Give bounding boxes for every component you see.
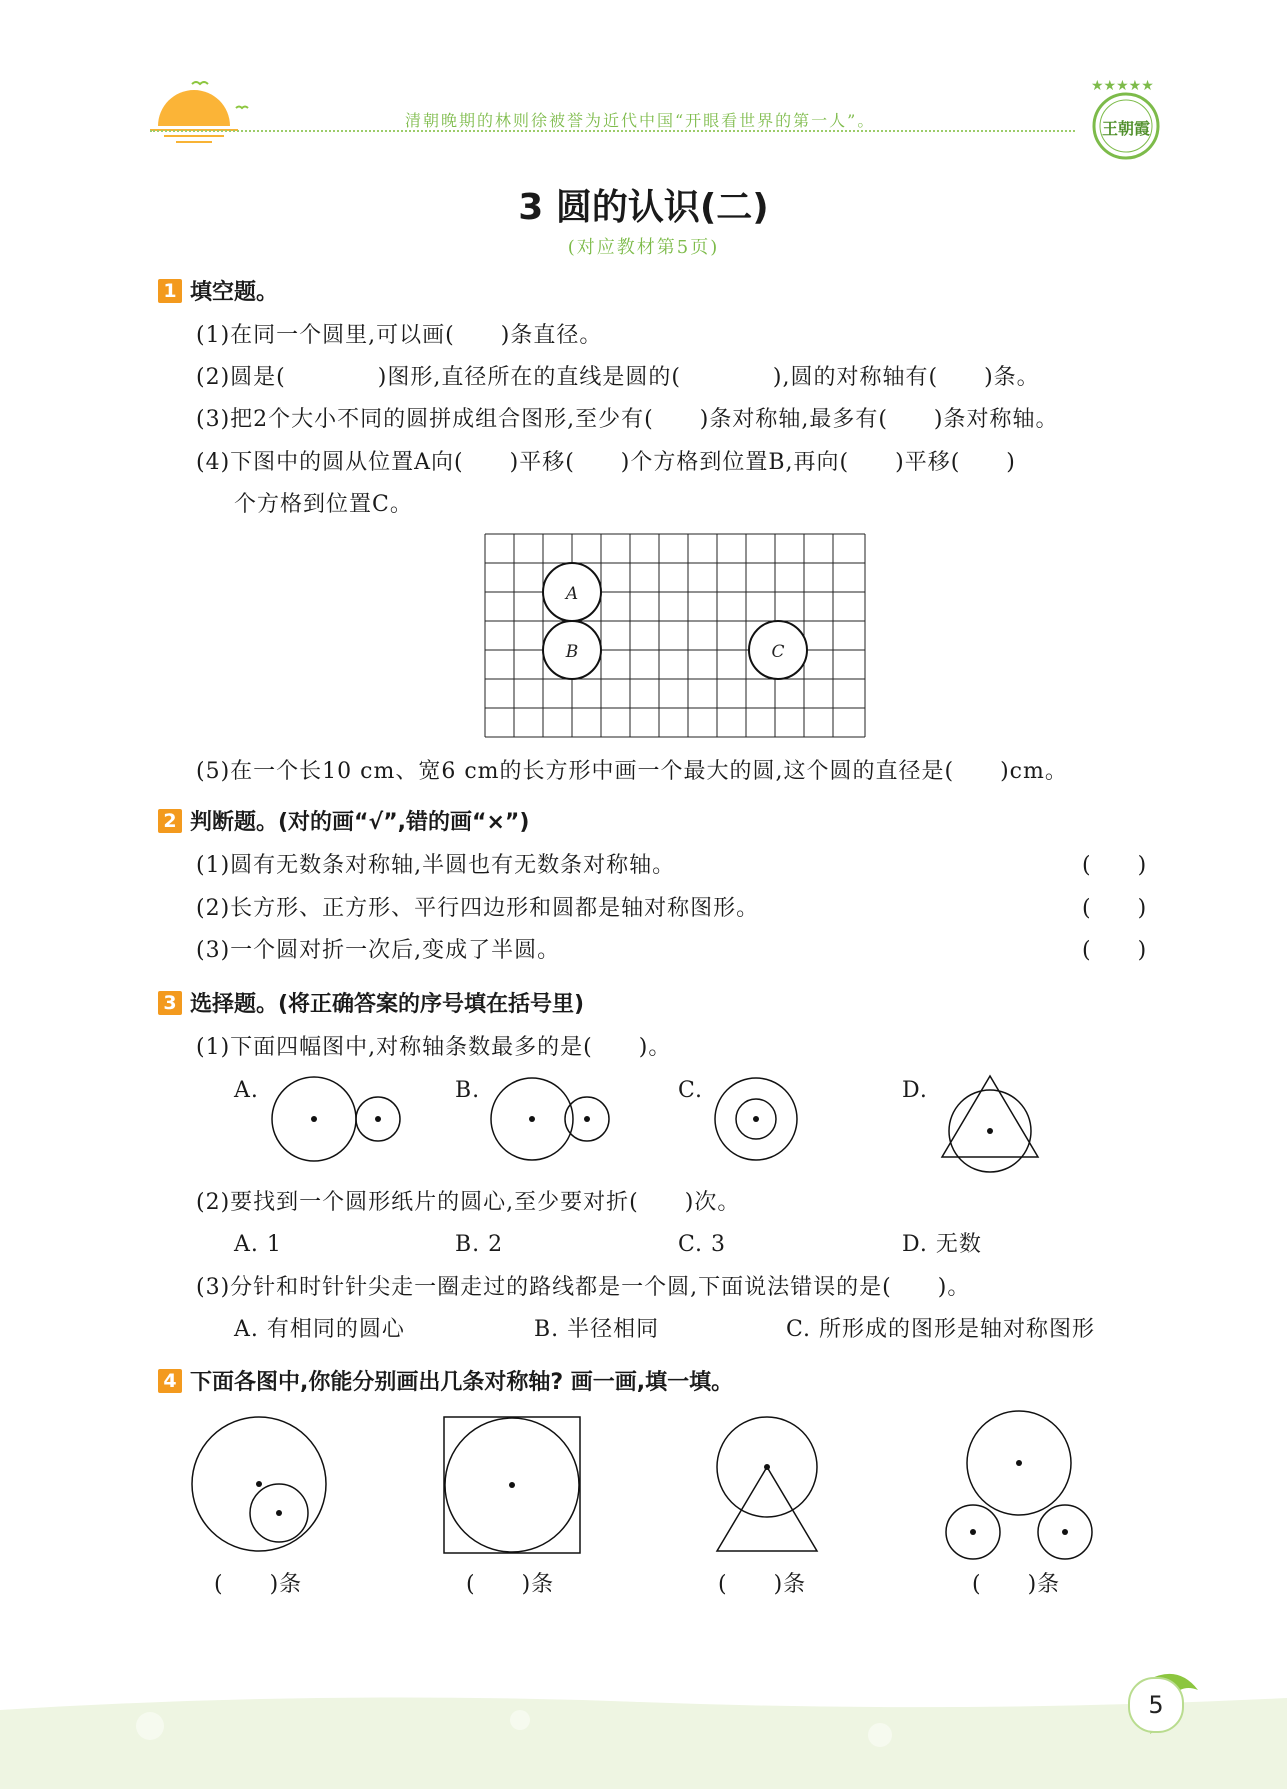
s4-figure-2 [443, 1416, 581, 1554]
s4-figure-4 [944, 1410, 1094, 1562]
s2-item-2: (2)长方形、正方形、平行四边形和圆都是轴对称图形。 [196, 896, 760, 921]
section-1-badge: 1 [158, 279, 182, 303]
s3-question-2: (2)要找到一个圆形纸片的圆心,至少要对折( )次。 [196, 1190, 741, 1215]
s4-answer-3[interactable]: ( )条 [718, 1572, 807, 1597]
s4-answer-2[interactable]: ( )条 [466, 1572, 555, 1597]
s3-question-1: (1)下面四幅图中,对称轴条数最多的是( )。 [196, 1035, 672, 1060]
s3-q1-option-a[interactable]: A. [234, 1078, 259, 1103]
s3-q3-option-c[interactable]: C. 所形成的图形是轴对称图形 [786, 1317, 1096, 1342]
section-2-heading [158, 808, 529, 838]
s3-question-3: (3)分针和时针针尖走一圈走过的路线都是一个圆,下面说法错误的是( )。 [196, 1275, 971, 1300]
option-c-figure [712, 1075, 802, 1165]
s3-q2-option-d[interactable]: D. 无数 [902, 1232, 982, 1257]
section-1-title: 填空题。 [190, 280, 279, 305]
svg-text:★★★★★: ★★★★★ [1091, 78, 1154, 94]
s1-question-2: (2)圆是( )图形,直径所在的直线是圆的( ),圆的对称轴有( )条。 [196, 365, 1040, 390]
section-2-badge: 2 [158, 809, 182, 833]
s3-q3-option-b[interactable]: B. 半径相同 [534, 1317, 660, 1342]
s2-item-1: (1)圆有无数条对称轴,半圆也有无数条对称轴。 [196, 853, 676, 878]
footer-background [0, 1680, 1287, 1789]
page-subtitle: (对应教材第5页) [567, 237, 720, 258]
section-4-title: 下面各图中,你能分别画出几条对称轴? 画一画,填一填。 [190, 1370, 734, 1395]
section-3-title: 选择题。(将正确答案的序号填在括号里) [190, 992, 585, 1017]
s4-answer-1[interactable]: ( )条 [214, 1572, 303, 1597]
s1-question-4-line2: 个方格到位置C。 [234, 492, 413, 517]
sunset-decoration [150, 78, 260, 153]
label-a: A [565, 584, 579, 604]
brand-logo [1085, 76, 1167, 164]
s2-item-3: (3)一个圆对折一次后,变成了半圆。 [196, 938, 561, 963]
s3-q1-option-d[interactable]: D. [902, 1078, 928, 1103]
s3-q1-option-c[interactable]: C. [678, 1078, 704, 1103]
label-c: C [771, 642, 785, 662]
section-4-heading [158, 1368, 733, 1398]
s4-figure-3 [714, 1415, 820, 1555]
option-d-figure [940, 1073, 1040, 1173]
header-quote: 清朝晚期的林则徐被誉为近代中国“开眼看世界的第一人”。 [405, 111, 876, 130]
s2-item-3-answer[interactable]: ( ) [1082, 938, 1148, 963]
s1-question-1: (1)在同一个圆里,可以画( )条直径。 [196, 323, 603, 348]
s2-item-2-answer[interactable]: ( ) [1082, 896, 1148, 921]
s3-q3-option-a[interactable]: A. 有相同的圆心 [234, 1317, 405, 1342]
section-3-heading [158, 990, 584, 1020]
grid-lines [485, 534, 865, 737]
section-3-badge: 3 [158, 991, 182, 1015]
s3-q1-option-b[interactable]: B. [455, 1078, 481, 1103]
s1-question-4-line1: (4)下图中的圆从位置A向( )平移( )个方格到位置B,再向( )平移( ) [196, 450, 1016, 475]
s2-item-1-answer[interactable]: ( ) [1082, 853, 1148, 878]
page-title: 3 圆的认识(二) [518, 187, 769, 228]
s1-question-5: (5)在一个长10 cm、宽6 cm的长方形中画一个最大的圆,这个圆的直径是( )cm。 [196, 759, 1068, 784]
page-number: 5 [1148, 1691, 1164, 1719]
option-b-figure [490, 1075, 615, 1165]
section-1-heading [158, 278, 278, 308]
section-4-badge: 4 [158, 1369, 182, 1393]
section-2-title: 判断题。(对的画“√”,错的画“×”) [190, 810, 530, 835]
option-a-figure [270, 1075, 405, 1165]
translation-grid-figure [484, 533, 866, 743]
s4-answer-4[interactable]: ( )条 [972, 1572, 1061, 1597]
s3-q2-option-c[interactable]: C. 3 [678, 1232, 727, 1257]
label-b: B [565, 642, 579, 662]
s1-question-3: (3)把2个大小不同的圆拼成组合图形,至少有( )条对称轴,最多有( )条对称轴。 [196, 407, 1059, 432]
logo-text: 王朝霞 [1101, 119, 1151, 138]
s3-q2-option-a[interactable]: A. 1 [234, 1232, 282, 1257]
s4-figure-1 [190, 1415, 330, 1555]
s3-q2-option-b[interactable]: B. 2 [455, 1232, 504, 1257]
